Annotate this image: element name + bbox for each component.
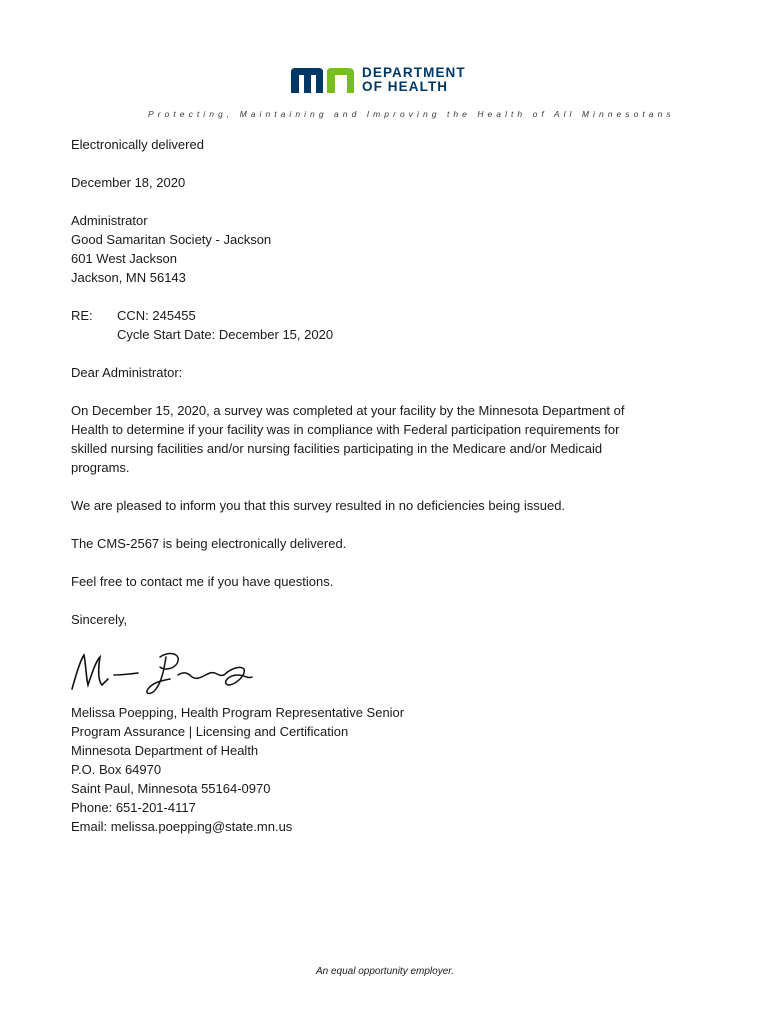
paragraph-line: programs. bbox=[71, 460, 130, 475]
letter-body bbox=[71, 135, 691, 629]
paragraph-line: skilled nursing facilities and/or nursing facilities participating in the Medicare and/or Medicaid bbox=[71, 441, 603, 456]
logo-line-2: OF HEALTH bbox=[362, 79, 449, 94]
logo-wordmark bbox=[362, 66, 466, 94]
recipient-line: Jackson, MN 56143 bbox=[71, 270, 186, 285]
recipient-line: 601 West Jackson bbox=[71, 251, 177, 266]
paragraph-contact: Feel free to contact me if you have questions. bbox=[71, 574, 334, 589]
signer-city: Saint Paul, Minnesota 55164-0970 bbox=[71, 781, 271, 796]
paragraph-line: Health to determine if your facility was in compliance with Federal participation requirements for bbox=[71, 422, 620, 437]
re-line: CCN: 245455 bbox=[117, 308, 196, 323]
handwritten-signature bbox=[68, 645, 258, 700]
signer-po-box: P.O. Box 64970 bbox=[71, 762, 162, 777]
re-label: RE: bbox=[71, 308, 93, 323]
paragraph-no-deficiencies: We are pleased to inform you that this survey resulted in no deficiencies being issued. bbox=[71, 498, 566, 513]
tagline: Protecting, Maintaining and Improving the Health of All Minnesotans bbox=[148, 109, 675, 119]
mdh-logo bbox=[289, 64, 489, 98]
paragraph-line: On December 15, 2020, a survey was completed at your facility by the Minnesota Department of bbox=[71, 403, 625, 418]
letter-date: December 18, 2020 bbox=[71, 175, 186, 190]
re-line: Cycle Start Date: December 15, 2020 bbox=[117, 327, 334, 342]
re-block bbox=[71, 306, 691, 344]
delivery-method: Electronically delivered bbox=[71, 137, 204, 152]
signature-block bbox=[71, 703, 404, 836]
minnesota-mn-logo-icon bbox=[289, 66, 357, 94]
signer-phone: Phone: 651-201-4117 bbox=[71, 800, 196, 815]
signer-unit: Program Assurance | Licensing and Certification bbox=[71, 724, 349, 739]
footer-eoe: An equal opportunity employer. bbox=[315, 966, 455, 977]
recipient-line: Good Samaritan Society - Jackson bbox=[71, 232, 272, 247]
signer-organization: Minnesota Department of Health bbox=[71, 743, 259, 758]
paragraph-cms-2567: The CMS-2567 is being electronically delivered. bbox=[71, 536, 347, 551]
salutation: Dear Administrator: bbox=[71, 365, 183, 380]
closing: Sincerely, bbox=[71, 612, 128, 627]
signer-email: Email: melissa.poepping@state.mn.us bbox=[71, 819, 293, 834]
logo-line-1: DEPARTMENT bbox=[362, 65, 466, 80]
recipient-line: Administrator bbox=[71, 213, 148, 228]
signer-name-title: Melissa Poepping, Health Program Representative Senior bbox=[71, 705, 405, 720]
